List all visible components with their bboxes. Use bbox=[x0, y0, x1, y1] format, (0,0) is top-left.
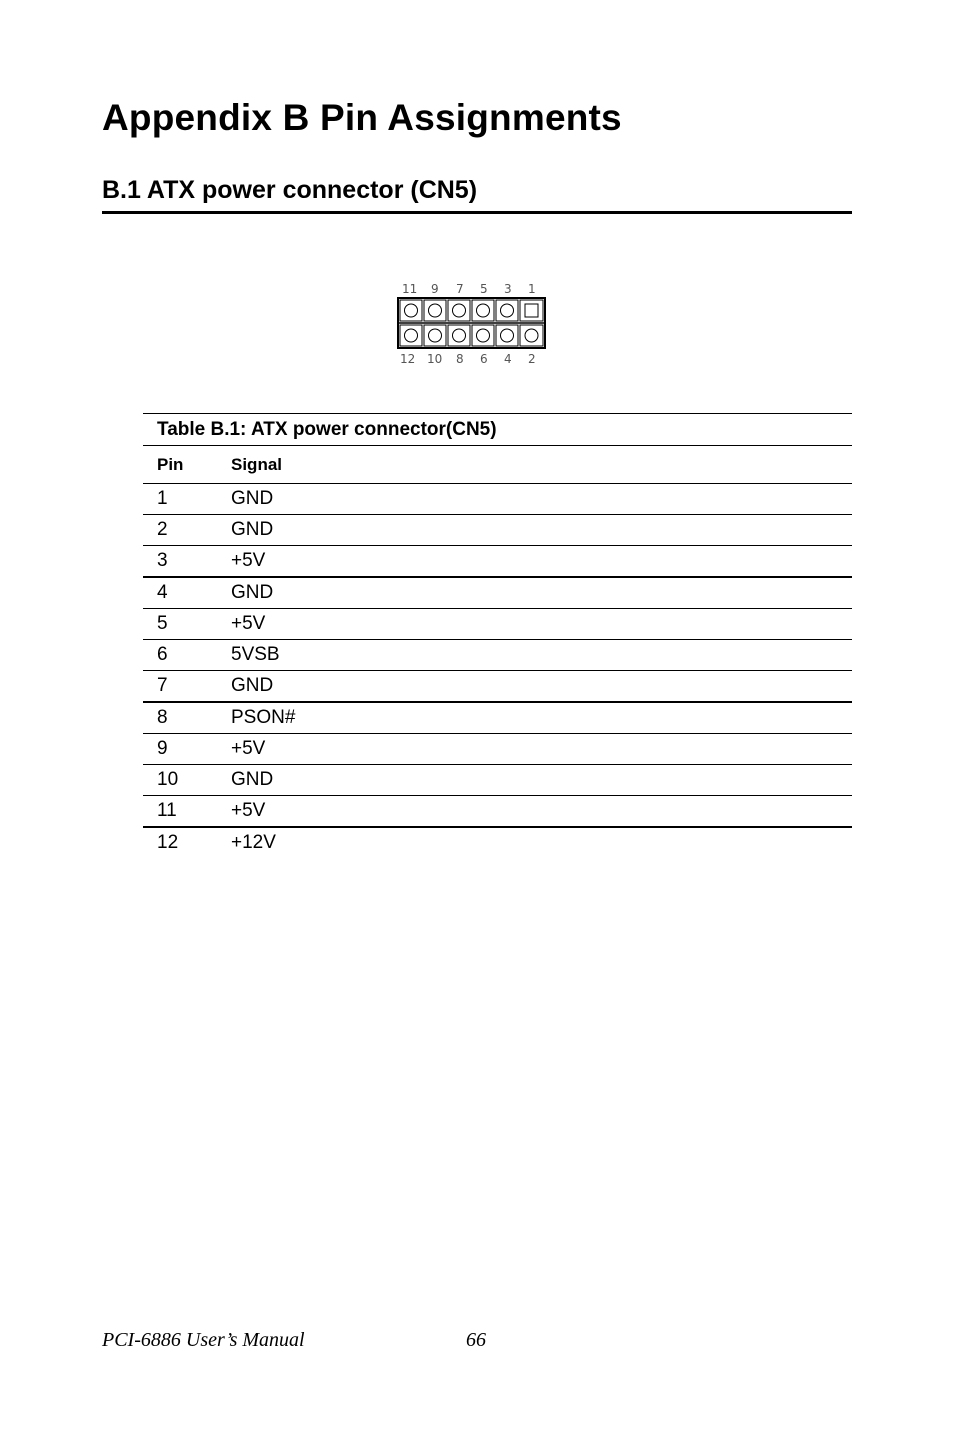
signal-cell: GND bbox=[231, 671, 852, 703]
table-row bbox=[143, 671, 852, 703]
atx-connector-diagram bbox=[390, 280, 560, 370]
header-pin: Pin bbox=[143, 446, 231, 484]
pin-5 bbox=[477, 304, 490, 317]
pin-8 bbox=[453, 329, 466, 342]
signal-cell: GND bbox=[231, 515, 852, 546]
pin-cell: 9 bbox=[143, 734, 231, 765]
signal-cell: GND bbox=[231, 577, 852, 609]
pin-cell: 3 bbox=[143, 546, 231, 578]
signal-cell: +5V bbox=[231, 734, 852, 765]
pin-4 bbox=[501, 329, 514, 342]
pin-label-8: 8 bbox=[456, 352, 464, 366]
signal-cell: GND bbox=[231, 484, 852, 515]
table-caption-row bbox=[143, 414, 852, 446]
pin-label-5: 5 bbox=[480, 282, 488, 296]
pin-assignment-table bbox=[143, 413, 852, 858]
table-row bbox=[143, 796, 852, 828]
table-row bbox=[143, 640, 852, 671]
pin-cells-top bbox=[400, 300, 543, 321]
table-caption: Table B.1: ATX power connector(CN5) bbox=[143, 414, 852, 446]
pin-cells-bottom bbox=[400, 325, 543, 346]
pin-2 bbox=[525, 329, 538, 342]
pin-cell: 4 bbox=[143, 577, 231, 609]
pin-cell: 6 bbox=[143, 640, 231, 671]
appendix-title: Appendix B Pin Assignments bbox=[102, 97, 622, 138]
table-row bbox=[143, 609, 852, 640]
table-row bbox=[143, 484, 852, 515]
pin-6 bbox=[477, 329, 490, 342]
pin-cell: 7 bbox=[143, 671, 231, 703]
pin-label-7: 7 bbox=[456, 282, 464, 296]
table-row bbox=[143, 577, 852, 609]
pin-cell: 11 bbox=[143, 796, 231, 828]
signal-cell: GND bbox=[231, 765, 852, 796]
header-signal: Signal bbox=[231, 446, 852, 484]
section-heading: B.1 ATX power connector (CN5) bbox=[102, 176, 852, 214]
table-row bbox=[143, 734, 852, 765]
table-row bbox=[143, 546, 852, 578]
table-row bbox=[143, 702, 852, 734]
pin-cell: 10 bbox=[143, 765, 231, 796]
pin-label-11: 11 bbox=[402, 282, 418, 296]
pin-cell: 1 bbox=[143, 484, 231, 515]
signal-cell: +5V bbox=[231, 609, 852, 640]
pin-cell: 5 bbox=[143, 609, 231, 640]
pin-label-4: 4 bbox=[504, 352, 512, 366]
pin-label-9: 9 bbox=[431, 282, 439, 296]
pin-cell: 8 bbox=[143, 702, 231, 734]
pin-label-1: 1 bbox=[528, 282, 536, 296]
signal-cell: PSON# bbox=[231, 702, 852, 734]
pin-3 bbox=[501, 304, 514, 317]
footer-page-number: 66 bbox=[466, 1329, 486, 1351]
pin-11 bbox=[405, 304, 418, 317]
pin-7 bbox=[453, 304, 466, 317]
pin-label-3: 3 bbox=[504, 282, 512, 296]
pin-label-12: 12 bbox=[400, 352, 416, 366]
pin-cell: 2 bbox=[143, 515, 231, 546]
table-row bbox=[143, 827, 852, 858]
signal-cell: +5V bbox=[231, 546, 852, 578]
table-header-row bbox=[143, 446, 852, 484]
pin-12 bbox=[405, 329, 418, 342]
pin-cell: 12 bbox=[157, 832, 179, 853]
pin-label-6: 6 bbox=[480, 352, 488, 366]
pin-1-square bbox=[525, 304, 538, 317]
pin-10 bbox=[429, 329, 442, 342]
table-row bbox=[143, 765, 852, 796]
pin-9 bbox=[429, 304, 442, 317]
pin-label-10: 10 bbox=[427, 352, 443, 366]
signal-cell: 5VSB bbox=[231, 640, 852, 671]
footer-manual-title: PCI-6886 User’s Manual bbox=[102, 1329, 305, 1351]
signal-cell: +12V bbox=[231, 832, 276, 853]
signal-cell: +5V bbox=[231, 796, 852, 828]
pin-label-2: 2 bbox=[528, 352, 536, 366]
table-row bbox=[143, 515, 852, 546]
